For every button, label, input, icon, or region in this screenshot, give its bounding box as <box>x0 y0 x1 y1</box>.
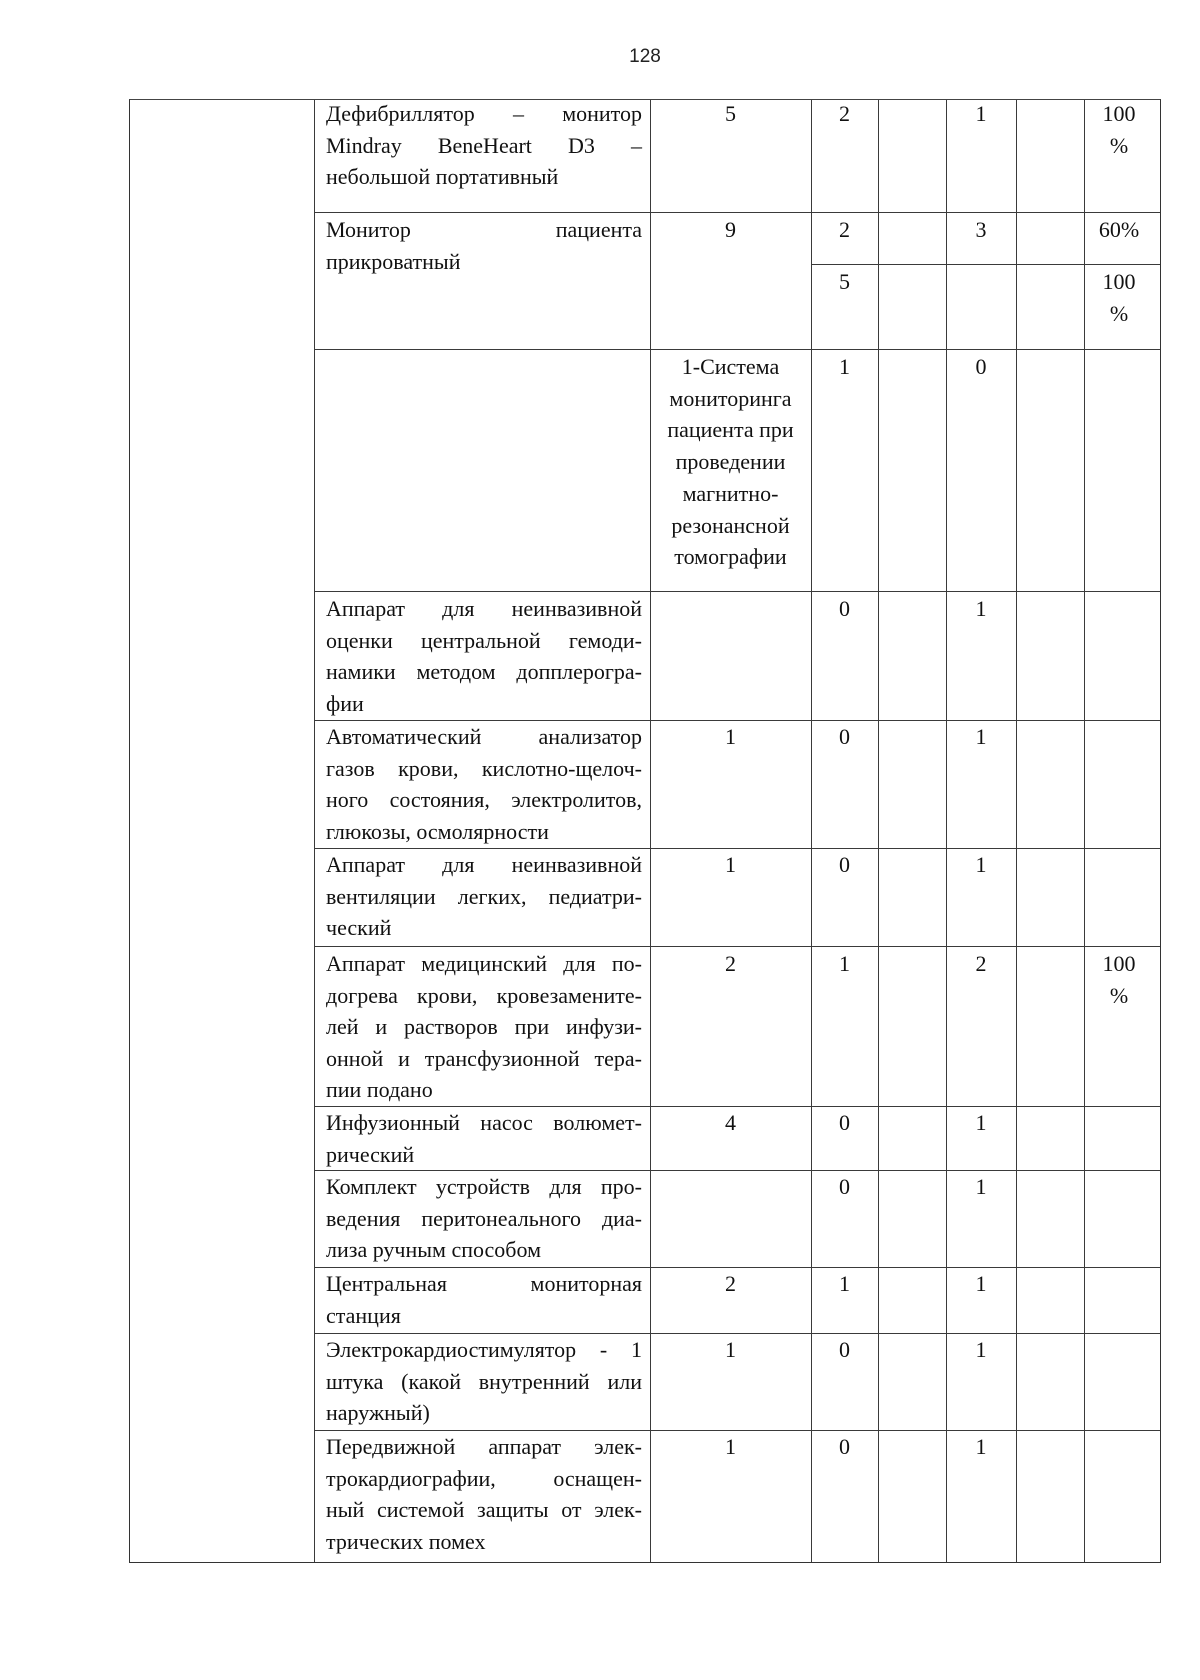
cell-value: 1 <box>975 1337 987 1362</box>
cell-value: 1 <box>725 724 736 749</box>
equipment-name: Автоматический анализатор газов крови, кислотно-щелоч- ного состояния, электролитов, глюкозы, осмолярности <box>326 724 642 844</box>
cell-value: 1 <box>975 1271 987 1296</box>
cell-value: 1 <box>975 1174 987 1199</box>
cell-value: 1 <box>975 724 987 749</box>
cell-value: 0 <box>839 1110 850 1135</box>
equipment-name: Передвижной аппарат элек- трокардиографии, оснащен- ный системой защиты от элек- трических помех <box>326 1434 642 1554</box>
cell-value: 1 <box>839 1271 850 1296</box>
cell-value: 1 <box>975 596 987 621</box>
equipment-table <box>129 99 1161 1563</box>
cell-value: 2 <box>725 951 736 976</box>
cell-value: 5 <box>725 101 736 126</box>
col-divider-4 <box>878 100 879 1562</box>
cell-value: 1 <box>839 951 850 976</box>
cell-value: 0 <box>975 354 987 379</box>
cell-value: 5 <box>839 269 850 294</box>
cell-value: 1 <box>975 1434 987 1459</box>
equipment-name: Дефибриллятор – монитор Mindray BeneHeart D3 – небольшой портативный <box>326 101 642 189</box>
equipment-subtype: 1-Система мониторинга пациента при проведении магнитно- резонансной томографии <box>667 354 794 570</box>
cell-value: 100 % <box>1102 101 1136 158</box>
cell-value: 1 <box>975 101 987 126</box>
cell-value: 0 <box>839 852 850 877</box>
cell-value: 1 <box>725 852 736 877</box>
col-divider-1 <box>314 100 315 1562</box>
cell-value: 0 <box>839 1434 850 1459</box>
col-divider-6 <box>1016 100 1017 1562</box>
cell-value: 2 <box>725 1271 736 1296</box>
cell-value: 3 <box>975 217 987 242</box>
equipment-name: Монитор пациента прикроватный <box>326 217 642 274</box>
cell-value: 4 <box>725 1110 736 1135</box>
cell-value: 2 <box>839 217 850 242</box>
cell-value: 9 <box>725 217 736 242</box>
equipment-name: Аппарат для неинвазивной оценки центральной гемоди- намики методом допплерогра- фии <box>326 596 642 716</box>
row-divider <box>314 212 1160 213</box>
cell-value: 60% <box>1098 217 1140 242</box>
cell-value: 100 % <box>1102 951 1136 1008</box>
page-number: 128 <box>629 46 661 67</box>
equipment-name: Аппарат медицинский для по- догрева крови, кровезамените- лей и растворов при инфузи- онной и трансфузионной тера- пии подано <box>326 951 642 1102</box>
row-divider <box>314 591 1160 592</box>
cell-value: 100 % <box>1102 269 1136 326</box>
cell-value: 0 <box>839 1174 850 1199</box>
cell-value: 1 <box>975 1110 987 1135</box>
cell-value: 1 <box>725 1337 736 1362</box>
equipment-name: Инфузионный насос волюмет- рический <box>326 1110 642 1167</box>
cell-value: 1 <box>725 1434 736 1459</box>
cell-value: 1 <box>839 354 850 379</box>
equipment-name: Центральная мониторная станция <box>326 1271 642 1328</box>
row-divider <box>314 946 1160 947</box>
equipment-name: Комплект устройств для про- ведения перитонеального диа- лиза ручным способом <box>326 1174 642 1262</box>
row-divider <box>314 349 1160 350</box>
cell-value: 1 <box>975 852 987 877</box>
cell-value: 0 <box>839 1337 850 1362</box>
cell-value: 0 <box>839 724 850 749</box>
cell-value: 0 <box>839 596 850 621</box>
cell-value: 2 <box>839 101 850 126</box>
row-divider-sub <box>811 264 1160 265</box>
cell-value: 2 <box>975 951 987 976</box>
equipment-name: Аппарат для неинвазивной вентиляции легких, педиатри- ческий <box>326 852 642 940</box>
equipment-name: Электрокардиостимулятор - 1 штука (какой внутренний или наружный) <box>326 1337 642 1425</box>
